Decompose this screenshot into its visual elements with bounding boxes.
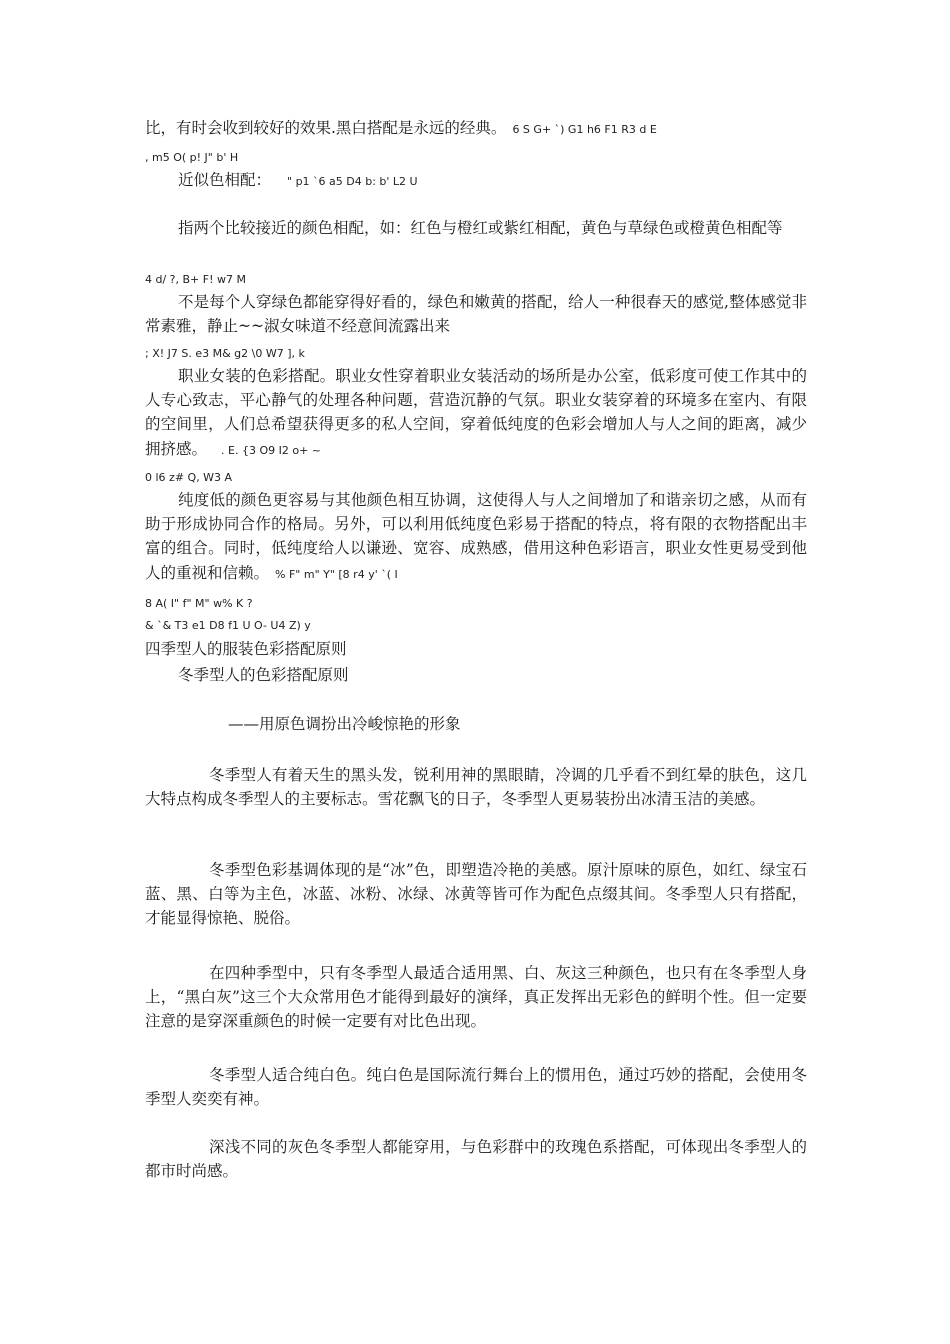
paragraph-low-saturation [145,488,807,587]
paragraph-pure-white: 冬季型人适合纯白色。纯白色是国际流行舞台上的惯用色，通过巧妙的搭配，会使用冬季型人奕奕有神。 [145,1066,807,1109]
paragraph-green: 不是每个人穿绿色都能穿得好看的，绿色和嫩黄的搭配，给人一种很春天的感觉,整体感觉非常素雅，静止~~淑女味道不经意间流露出来 [145,293,807,336]
noise-text: . E. {3 O9 I2 o+ ~ [221,443,321,457]
paragraph-similar-colors: 指两个比较接近的颜色相配，如：红色与橙红或紫红相配，黄色与草绿色或橙黄色相配等 [178,219,783,237]
paragraph-work-wear [145,364,807,463]
paragraph-black-white-gray: 在四种季型中，只有冬季型人最适合适用黑、白、灰这三种颜色，也只有在冬季型人身上，“黑白灰”这三个大众常用色才能得到最好的演绎，真正发挥出无彩色的鲜明个性。但一定要注意的是穿深重颜色的时候一定要有对比色出现。 [145,964,807,1031]
noise-text: " p1 `6 a5 D4 b: b' L2 U [287,175,418,188]
paragraph-text: 职业女装的色彩搭配。职业女性穿着职业女装活动的场所是办公室，低彩度可使工作其中的人专心致志，平心静气的处理各种问题，营造沉静的气氛。职业女装穿着的环境多在室内、有限的空间里，人们总希望获得更多的私人空间，穿着低纯度的色彩会增加人与人之间的距离，减少拥挤感。 [145,367,807,458]
noise-text: % F" m" Y" [8 r4 y' `( I [275,567,398,581]
section-title: 四季型人的服装色彩搭配原则 [145,640,347,658]
noise-line: & `& T3 e1 D8 f1 U O- U4 Z) y [145,619,311,632]
subsection-title: 冬季型人的色彩搭配原则 [178,666,349,684]
heading-text: 近似色相配： [178,171,272,189]
subtitle: ——用原色调扮出冷峻惊艳的形象 [228,715,461,733]
paragraph-gray: 深浅不同的灰色冬季型人都能穿用，与色彩群中的玫瑰色系搭配，可体现出冬季型人的都市时尚感。 [145,1138,807,1181]
noise-line: 8 A( I" f" M" w% K ? [145,597,253,610]
paragraph-classic [145,116,657,142]
paragraph-winter-features: 冬季型人有着天生的黑头发，锐利用神的黑眼睛，冷调的几乎看不到红晕的肤色，这几大特点构成冬季型人的主要标志。雪花飘飞的日子，冬季型人更易装扮出冰清玉洁的美感。 [145,766,807,809]
heading-similar-colors [178,168,418,194]
noise-line: 4 d/ ?, B+ F! w7 M [145,273,246,286]
noise-line: ; X! J7 S. e3 M& g2 \0 W7 ], k [145,347,305,360]
noise-line: 0 l6 z# Q, W3 A [145,471,233,484]
noise-text: 6 S G+ `) G1 h6 F1 R3 d E [512,123,657,136]
noise-line: , m5 O( p! J" b' H [145,151,239,164]
paragraph-winter-palette: 冬季型色彩基调体现的是“冰”色，即塑造冷艳的美感。原汁原味的原色，如红、绿宝石蓝、黑、白等为主色，冰蓝、冰粉、冰绿、冰黄等皆可作为配色点缀其间。冬季型人只有搭配，才能显得惊艳、脱俗。 [145,861,807,928]
paragraph-text: 纯度低的颜色更容易与其他颜色相互协调，这使得人与人之间增加了和谐亲切之感，从而有助于形成协同合作的格局。另外，可以利用低纯度色彩易于搭配的特点，将有限的衣物搭配出丰富的组合。同时，低纯度给人以谦逊、宽容、成熟感，借用这种色彩语言，职业女性更易受到他人的重视和信赖。 [145,491,807,582]
paragraph-text: 比，有时会收到较好的效果.黑白搭配是永远的经典。 [145,119,507,137]
